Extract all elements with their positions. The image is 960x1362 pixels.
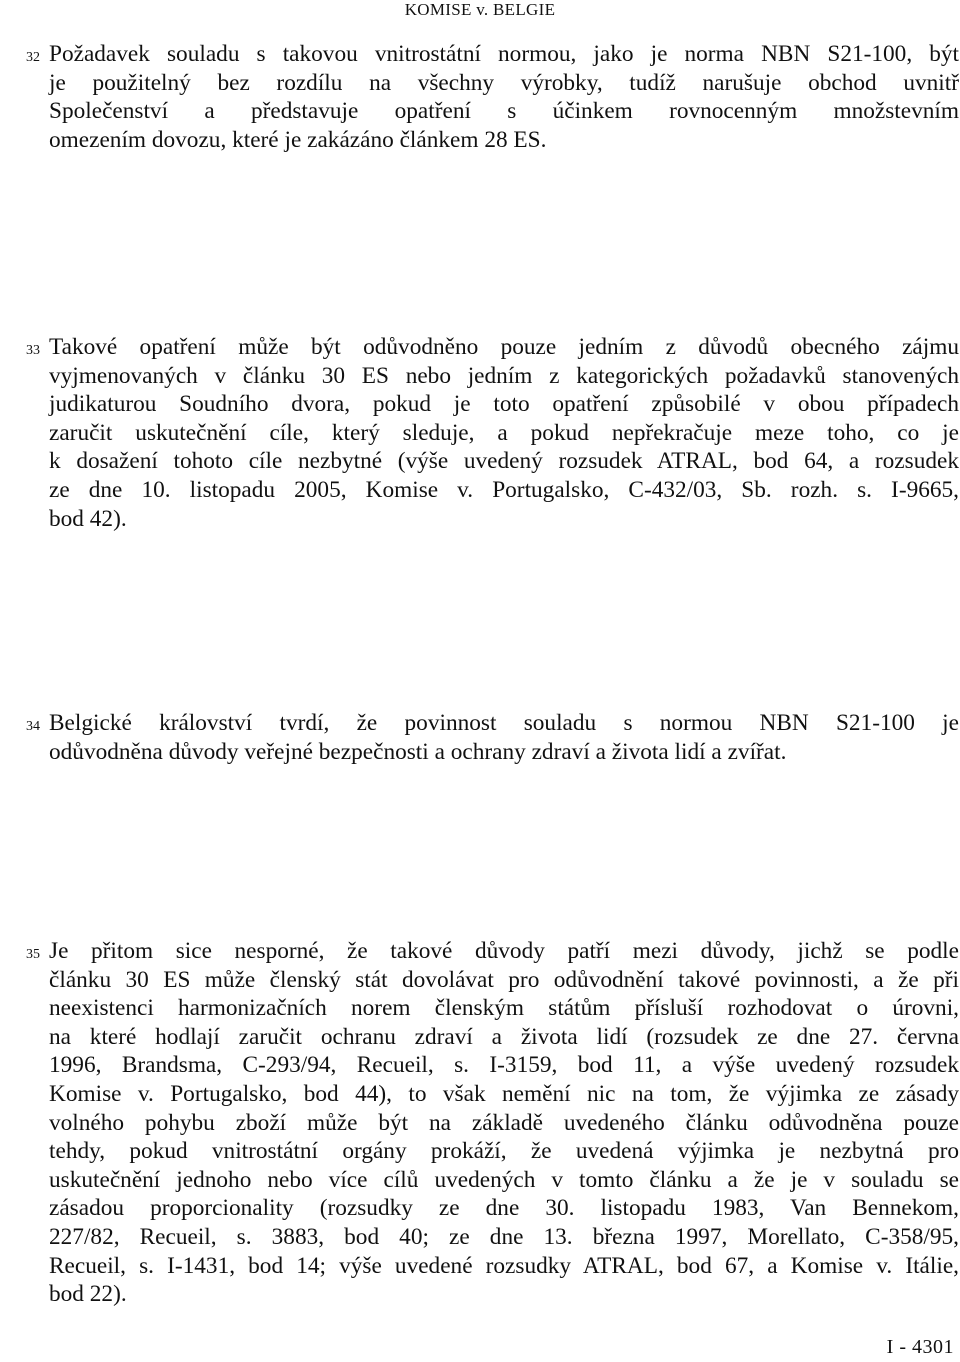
text-line: Společenství a představuje opatření s účinkem rovnocenným množstevním: [49, 98, 959, 125]
text-line: Recueil, s. I-1431, bod 14; výše uvedené rozsudky ATRAL, bod 67, a Komise v. Itálie,: [49, 1252, 959, 1279]
text-line: omezením dovozu, které je zakázáno článkem 28 ES.: [49, 126, 547, 153]
text-line: ze dne 10. listopadu 2005, Komise v. Portugalsko, C-432/03, Sb. rozh. s. I-9665,: [49, 476, 959, 503]
paragraph-text: [49, 709, 959, 766]
text-line: 227/82, Recueil, s. 3883, bod 40; ze dne 13. března 1997, Morellato, C-358/95,: [49, 1223, 959, 1250]
text-line: je použitelný bez rozdílu na všechny výrobky, tudíž narušuje obchod uvnitř: [49, 69, 959, 96]
text-line: bod 22).: [49, 1281, 127, 1308]
text-line: Takové opatření může být odůvodněno pouze jedním z důvodů obecného zájmu: [49, 334, 959, 360]
text-line: zaručit uskutečnění cíle, který sleduje, a pokud nepřekračuje meze toho, co je: [49, 419, 959, 446]
text-line: článku 30 ES může členský stát dovolávat pro odůvodnění takové povinnosti, a že při: [49, 966, 959, 993]
text-line: volného pohybu zboží může být na základě uvedeného článku odůvodněna pouze: [49, 1109, 959, 1136]
text-line: bod 42).: [49, 505, 127, 532]
text-line: judikaturou Soudního dvora, pokud je toto opatření způsobilé v obou případech: [49, 391, 959, 418]
paragraph-text: [49, 40, 959, 154]
text-line: tehdy, pokud vnitrostátní orgány prokáží, že uvedená výjimka je nezbytná pro: [49, 1138, 959, 1165]
page-number: I - 4301: [886, 1336, 954, 1358]
text-line: Požadavek souladu s takovou vnitrostátní normou, jako je norma NBN S21-100, být: [49, 41, 959, 67]
paragraph-number: 34: [26, 719, 40, 734]
paragraph-text: [49, 333, 959, 533]
text-line: odůvodněna důvody veřejné bezpečnosti a ochrany zdraví a života lidí a zvířat.: [49, 738, 787, 765]
paragraph-number: 33: [26, 343, 40, 358]
running-header: KOMISE v. BELGIE: [404, 0, 556, 19]
text-line: Komise v. Portugalsko, bod 44), to však nemění nic na tom, že výjimka ze zásady: [49, 1080, 959, 1107]
text-line: zásadou proporcionality (rozsudky ze dne 30. listopadu 1983, Van Bennekom,: [49, 1195, 959, 1222]
text-line: Belgické království tvrdí, že povinnost souladu s normou NBN S21-100 je: [49, 710, 959, 736]
text-line: 1996, Brandsma, C-293/94, Recueil, s. I-3159, bod 11, a výše uvedený rozsudek: [49, 1052, 959, 1079]
text-line: neexistenci harmonizačních norem členským státům přísluší rozhodovat o úrovni,: [49, 995, 959, 1022]
text-line: k dosažení tohoto cíle nezbytné (výše uvedený rozsudek ATRAL, bod 64, a rozsudek: [49, 448, 959, 475]
paragraph-text: [49, 937, 959, 1309]
paragraph-number: 35: [26, 947, 40, 962]
text-line: Je přitom sice nesporné, že takové důvody patří mezi důvody, jichž se podle: [49, 938, 959, 964]
text-line: vyjmenovaných v článku 30 ES nebo jedním z kategorických požadavků stanovených: [49, 362, 959, 389]
text-line: uskutečnění jednoho nebo více cílů uvedených v tomto článku a že je v souladu se: [49, 1166, 959, 1193]
paragraph-number: 32: [26, 50, 40, 65]
text-line: na které hodlají zaručit ochranu zdraví a života lidí (rozsudek ze dne 27. června: [49, 1023, 959, 1050]
